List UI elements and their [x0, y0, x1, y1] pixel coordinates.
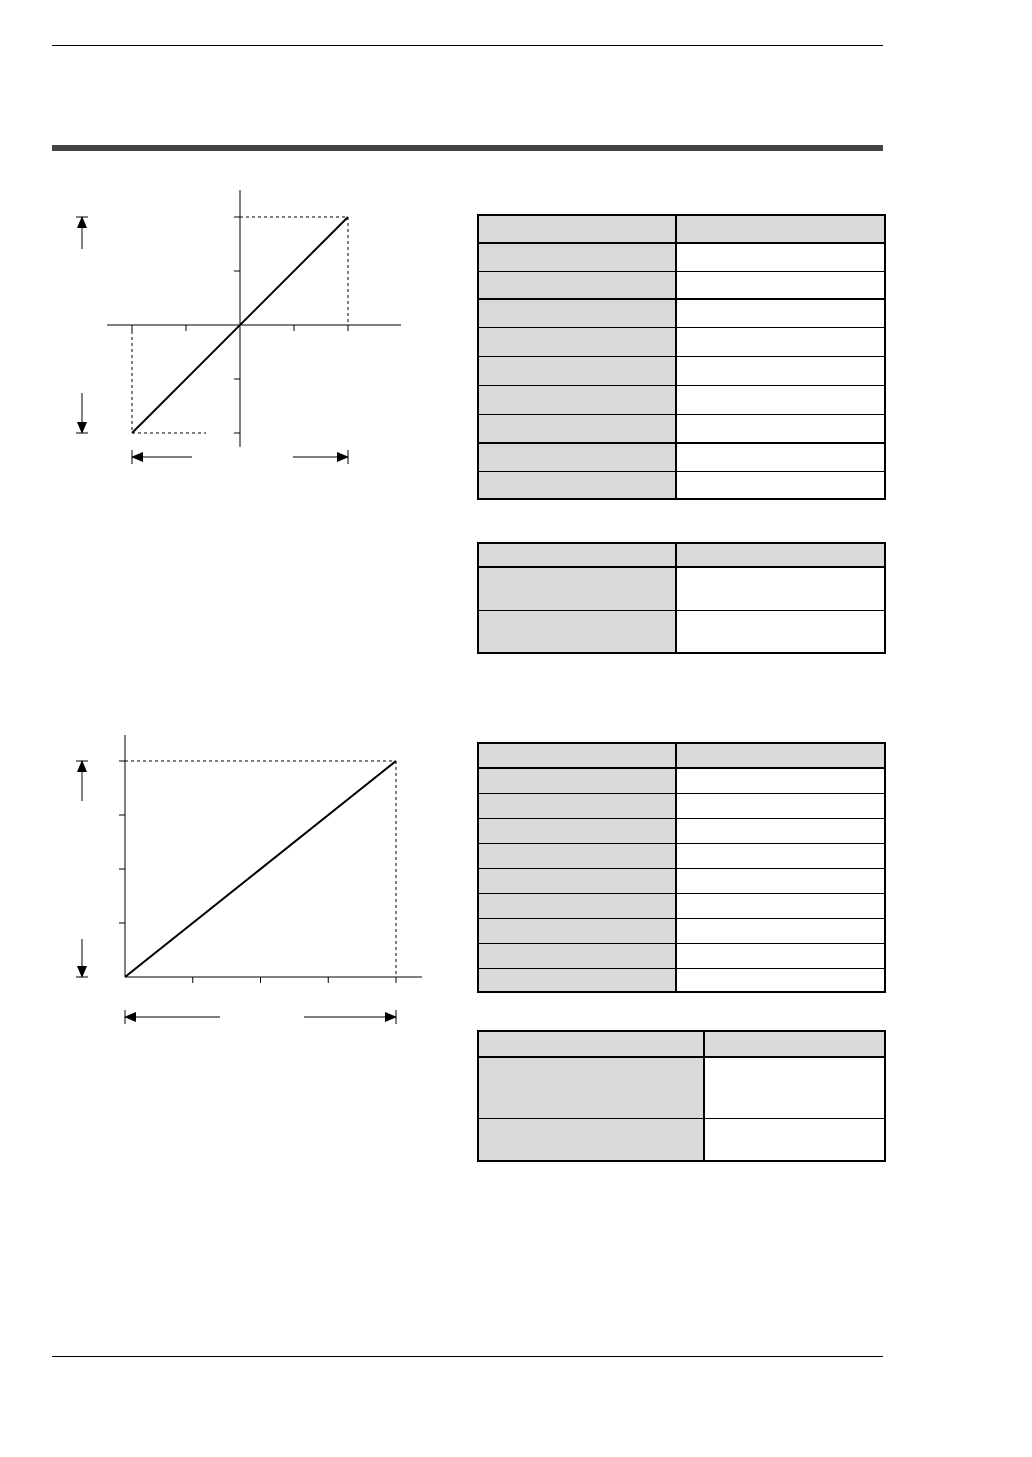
- table-cell: [676, 768, 885, 793]
- table-header-cell: [676, 743, 885, 768]
- table-cell: [676, 243, 885, 271]
- table-cell: [478, 918, 676, 943]
- table-header-cell: [478, 743, 676, 768]
- bipolar-value-table: [477, 214, 886, 500]
- table-cell: [478, 443, 676, 471]
- table-cell: [478, 968, 676, 992]
- unipolar-characteristic-svg: [70, 730, 430, 1030]
- table-row: [478, 327, 885, 356]
- table-header-row: [478, 1031, 885, 1057]
- table-cell: [478, 327, 676, 356]
- table-row: [478, 968, 885, 992]
- table-cell: [478, 843, 676, 868]
- series-line: [125, 761, 396, 977]
- table-cell: [676, 443, 885, 471]
- table-row: [478, 356, 885, 385]
- table-header-row: [478, 743, 885, 768]
- table-row: [478, 893, 885, 918]
- table-row: [478, 793, 885, 818]
- table-cell: [676, 271, 885, 299]
- table-cell: [478, 356, 676, 385]
- unipolar-resolution-table: [477, 1030, 886, 1162]
- table-cell: [704, 1057, 885, 1118]
- table-cell: [676, 327, 885, 356]
- table-cell: [478, 893, 676, 918]
- table-cell: [478, 1057, 704, 1118]
- table-header-cell: [676, 215, 885, 243]
- table-header-cell: [478, 1031, 704, 1057]
- table-cell: [478, 818, 676, 843]
- table-cell: [676, 868, 885, 893]
- table-cell: [704, 1118, 885, 1161]
- table-cell: [676, 471, 885, 499]
- table-row: [478, 243, 885, 271]
- bipolar-resolution-table: [477, 542, 886, 654]
- bipolar-characteristic-graph: [70, 185, 410, 475]
- table-row: [478, 567, 885, 610]
- table-cell: [478, 414, 676, 443]
- table-cell: [478, 610, 676, 653]
- table-header-row: [478, 215, 885, 243]
- table-cell: [676, 893, 885, 918]
- table-row: [478, 768, 885, 793]
- table-cell: [676, 943, 885, 968]
- table-cell: [478, 299, 676, 327]
- header-rule: [52, 45, 883, 46]
- table-cell: [676, 968, 885, 992]
- table-header-cell: [704, 1031, 885, 1057]
- table-cell: [676, 414, 885, 443]
- table-cell: [478, 793, 676, 818]
- table-cell: [676, 385, 885, 414]
- bipolar-characteristic-svg: [70, 185, 410, 475]
- table-row: [478, 471, 885, 499]
- table-row: [478, 443, 885, 471]
- footer-rule: [52, 1356, 883, 1357]
- table-cell: [676, 843, 885, 868]
- table-header-cell: [478, 215, 676, 243]
- table-row: [478, 843, 885, 868]
- table-cell: [676, 793, 885, 818]
- table-cell: [478, 243, 676, 271]
- table-cell: [478, 1118, 704, 1161]
- table-header-cell: [676, 543, 885, 567]
- unipolar-value-table: [477, 742, 886, 993]
- table-row: [478, 271, 885, 299]
- table-row: [478, 1057, 885, 1118]
- table-row: [478, 943, 885, 968]
- table-row: [478, 385, 885, 414]
- table-cell: [676, 299, 885, 327]
- table-cell: [478, 471, 676, 499]
- section-heading-bar: [52, 145, 883, 151]
- table-cell: [676, 918, 885, 943]
- table-cell: [478, 271, 676, 299]
- table-cell: [478, 385, 676, 414]
- table-row: [478, 610, 885, 653]
- table-header-row: [478, 543, 885, 567]
- table-cell: [478, 868, 676, 893]
- table-row: [478, 918, 885, 943]
- table-cell: [676, 567, 885, 610]
- table-row: [478, 1118, 885, 1161]
- unipolar-characteristic-graph: [70, 730, 430, 1030]
- table-cell: [676, 356, 885, 385]
- table-cell: [478, 943, 676, 968]
- table-cell: [676, 610, 885, 653]
- table-header-cell: [478, 543, 676, 567]
- table-cell: [676, 818, 885, 843]
- table-row: [478, 299, 885, 327]
- table-row: [478, 868, 885, 893]
- table-cell: [478, 768, 676, 793]
- table-cell: [478, 567, 676, 610]
- table-row: [478, 818, 885, 843]
- table-row: [478, 414, 885, 443]
